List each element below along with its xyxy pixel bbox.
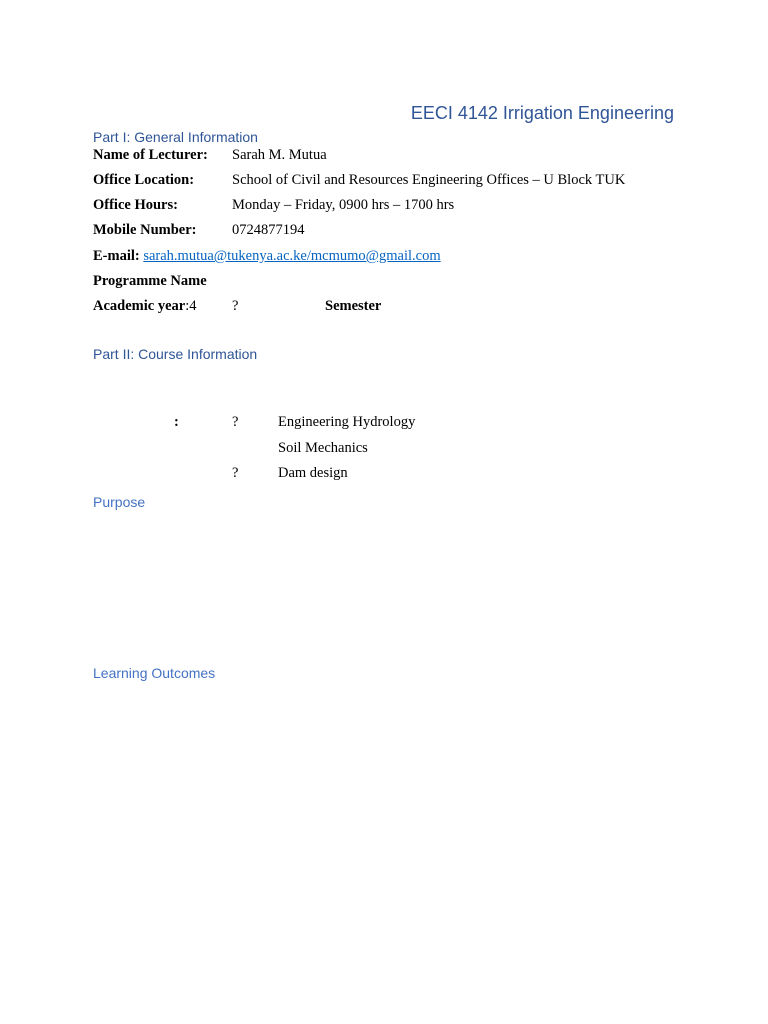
email-row: [93, 248, 441, 268]
mobile-number-value: 0724877194: [232, 222, 305, 238]
office-location-label: Office Location:: [93, 172, 195, 188]
lecturer-label: Name of Lecturer:: [93, 147, 208, 163]
section-heading-general-information: Part I: General Information: [93, 129, 258, 145]
email-label: E-mail:: [93, 248, 140, 264]
semester-label: Semester: [325, 298, 382, 314]
academic-year-row: [93, 298, 382, 318]
lecturer-value: Sarah M. Mutua: [232, 147, 327, 163]
prerequisite-colon: :: [174, 414, 179, 430]
prerequisite-text: Soil Mechanics: [278, 440, 368, 456]
prerequisite-text: Engineering Hydrology: [278, 414, 416, 430]
office-location-value: School of Civil and Resources Engineering Offices – U Block TUK: [232, 172, 626, 188]
section-heading-purpose: Purpose: [93, 494, 146, 510]
document-title: EECI 4142 Irrigation Engineering: [410, 103, 674, 123]
section-heading-learning-outcomes: Learning Outcomes: [93, 665, 216, 681]
mobile-number-label: Mobile Number:: [93, 222, 197, 238]
section-heading-course-information: Part II: Course Information: [93, 346, 258, 362]
prerequisite-text: Dam design: [278, 465, 348, 481]
email-link[interactable]: sarah.mutua@tukenya.ac.ke/mcmumo@gmail.com: [143, 248, 441, 264]
programme-name-label: Programme Name: [93, 273, 207, 289]
academic-year-label: Academic year: [93, 298, 186, 314]
office-hours-value: Monday – Friday, 0900 hrs – 1700 hrs: [232, 197, 455, 213]
office-hours-label: Office Hours:: [93, 197, 178, 213]
academic-year-marker: ?: [232, 298, 239, 314]
prerequisite-marker: ?: [232, 414, 239, 430]
academic-year-value: :4: [185, 298, 197, 314]
prerequisite-marker: ?: [232, 465, 239, 481]
